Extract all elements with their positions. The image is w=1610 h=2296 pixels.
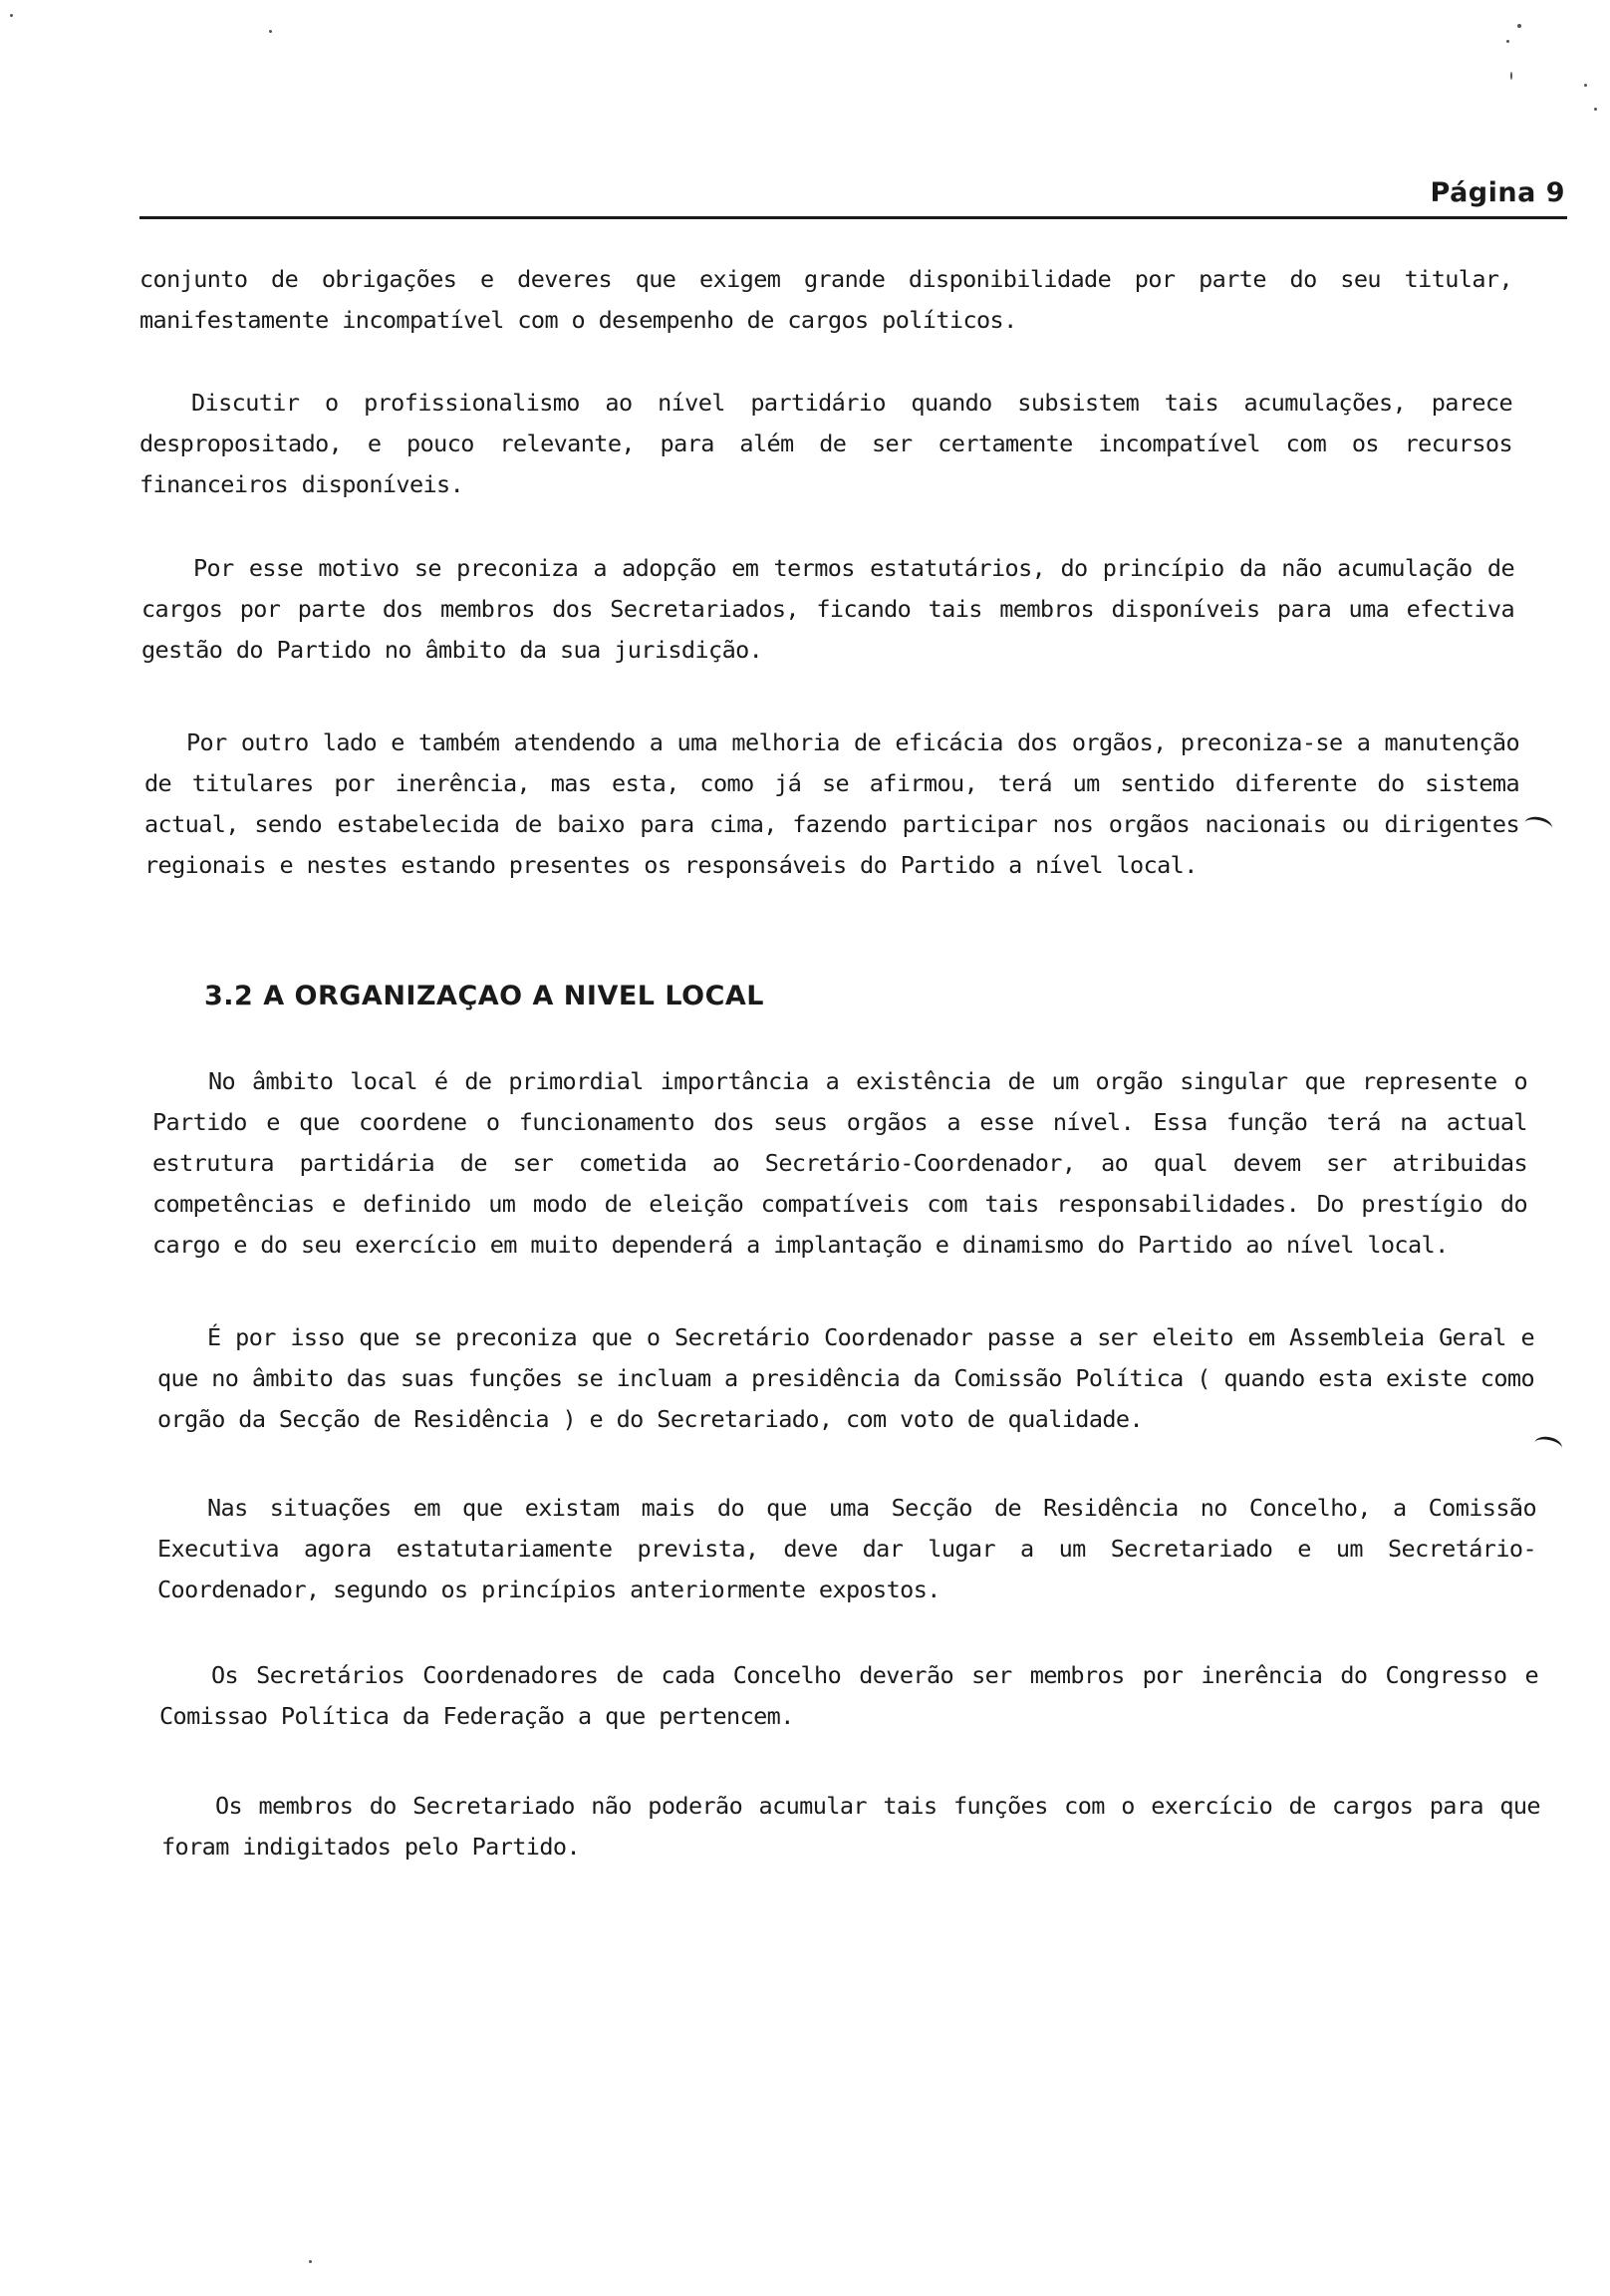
section-heading: 3.2 A ORGANIZAÇAO A NIVEL LOCAL	[204, 981, 764, 1011]
scan-speck	[10, 14, 13, 17]
section-paragraph-5: Os membros do Secretariado não poderão acumular tais funções com o exercício de cargos para que foram indigitados pelo Partido.	[161, 1792, 1540, 1861]
paragraph-1: conjunto de obrigações e deveres que exigem grande disponibilidade por parte do seu titular, manifestamente incompatível com o desempenho de cargos políticos.	[139, 265, 1512, 334]
section-paragraph-3: Nas situações em que existam mais do que uma Secção de Residência no Concelho, a Comissão Executiva agora estatutariamente prevista, deve dar lugar a um Secretariado e um Secretário-Coordenador, segundo os princípios anteriormente expostos.	[157, 1494, 1536, 1603]
paragraph-2: Discutir o profissionalismo ao nível partidário quando subsistem tais acumulações, parece despropositado, e pouco relevante, para além de ser certamente incompatível com os recursos financeiros disponíveis.	[139, 389, 1512, 498]
scan-speck	[1584, 84, 1587, 87]
section-paragraph-1: No âmbito local é de primordial importância a existência de um orgão singular que represente o Partido e que coordene o funcionamento dos seus orgãos a esse nível. Essa função terá na actual estrutura partidária de ser cometida ao Secretário-Coordenador, ao qual devem ser atribuidas competências e definido um modo de eleição compatíveis com tais responsabilidades. Do prestígio do cargo e do seu exercício em muito dependerá a implantação e dinamismo do Partido ao nível local.	[152, 1067, 1527, 1259]
section-paragraph-4: Os Secretários Coordenadores de cada Concelho deverão ser membros por inerência do Congresso e Comissao Política da Federação a que pertencem.	[159, 1661, 1538, 1730]
scan-speck	[1510, 72, 1512, 80]
section-paragraph-2: É por isso que se preconiza que o Secretário Coordenador passe a ser eleito em Assembleia Geral e que no âmbito das suas funções se incluam a presidência da Comissão Política ( quando esta existe como orgão da Secção de Residência ) e do Secretariado, com voto de qualidade.	[157, 1323, 1534, 1433]
scan-speck	[309, 2260, 312, 2263]
scan-speck	[269, 30, 272, 33]
paragraph-3: Por esse motivo se preconiza a adopção em termos estatutários, do princípio da não acumulação de cargos por parte dos membros dos Secretariados, ficando tais membros disponíveis para uma efectiva gestão do Partido no âmbito da sua jurisdição.	[141, 554, 1514, 664]
margin-mark	[1523, 814, 1554, 836]
scan-speck	[1517, 24, 1521, 28]
scan-speck	[1594, 108, 1597, 111]
paragraph-4: Por outro lado e também atendendo a uma melhoria de eficácia dos orgãos, preconiza-se a manutenção de titulares por inerência, mas esta, como já se afirmou, terá um sentido diferente do sistema actual, sendo estabelecida de baixo para cima, fazendo participar nos orgãos nacionais ou dirigentes regionais e nestes estando presentes os responsáveis do Partido a nível local.	[144, 728, 1519, 879]
scan-speck	[1506, 40, 1509, 43]
margin-mark	[1533, 1434, 1564, 1456]
page-number: Página 9	[1430, 177, 1565, 208]
header-rule	[139, 216, 1567, 219]
